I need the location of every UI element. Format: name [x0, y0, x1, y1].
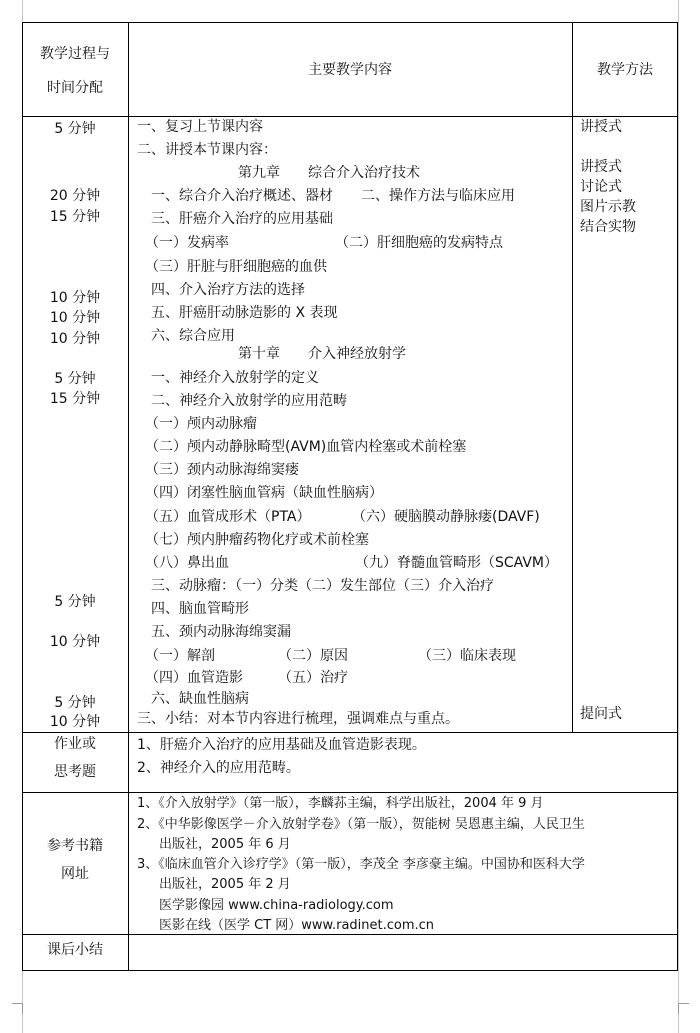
content-line: （一）发病率 [145, 235, 229, 251]
chapter-heading: 第十章 介入神经放射学 [238, 346, 406, 362]
content-line: （三）颈内动脉海绵窦瘘 [145, 462, 299, 478]
homework-label-line2: 思考题 [54, 764, 96, 780]
time-cell: 5 分钟 [54, 371, 96, 387]
content-line: （三）临床表现 [418, 648, 516, 664]
content-line: 三、小结：对本节内容进行梳理，强调难点与重点。 [137, 711, 459, 727]
reference-line: 出版社，2005 年 2 月 [159, 877, 291, 892]
reference-line: 出版社，2005 年 6 月 [159, 837, 291, 852]
homework-label-line1: 作业或 [54, 736, 96, 752]
reference-url[interactable]: 医学影像园 www.china-radiology.com [159, 898, 394, 913]
method-cell: 讲授式 [580, 159, 622, 175]
method-cell: 结合实物 [580, 219, 636, 235]
time-cell: 10 分钟 [49, 310, 101, 326]
summary-label: 课后小结 [47, 942, 103, 958]
content-line: （四）闭塞性脑血管病（缺血性脑病） [145, 485, 383, 501]
homework-item: 1、肝癌介入治疗的应用基础及血管造影表现。 [137, 737, 426, 753]
time-cell: 10 分钟 [49, 331, 101, 347]
time-cell: 20 分钟 [49, 188, 101, 204]
content-line: 六、缺血性脑病 [151, 691, 249, 707]
reference-url[interactable]: 医影在线（医学 CT 网）www.radinet.com.cn [159, 918, 435, 933]
content-line: 四、介入治疗方法的选择 [151, 282, 305, 298]
references-label-line2: 网址 [61, 866, 89, 882]
references-label-line1: 参考书籍 [47, 838, 103, 854]
content-line: 一、神经介入放射学的定义 [151, 370, 319, 386]
header-col1-line2: 时间分配 [47, 80, 103, 96]
method-cell: 讨论式 [580, 179, 622, 195]
content-line: （一）解剖 [145, 648, 215, 664]
content-line: 五、颈内动脉海绵窦漏 [151, 624, 291, 640]
reference-line: 1、《介入放射学》（第一版），李麟荪主编，科学出版社，2004 年 9 月 [137, 796, 544, 811]
content-line: 一、复习上节课内容 [137, 119, 263, 135]
time-cell: 5 分钟 [54, 121, 96, 137]
page-edge-right [678, 0, 679, 1033]
content-line: （四）血管造影 [145, 670, 243, 686]
content-line: 六、综合应用 [151, 328, 235, 344]
time-cell: 15 分钟 [49, 209, 101, 225]
reference-line: 3、《临床血管介入诊疗学》（第一版），李茂全 李彦豪主编。中国协和医科大学 [137, 857, 585, 872]
summary-value[interactable] [137, 940, 667, 960]
content-line: 三、动脉瘤：（一）分类（二）发生部位（三）介入治疗 [151, 578, 494, 594]
content-line: 一、综合介入治疗概述、器材 二、操作方法与临床应用 [151, 188, 515, 204]
content-line: （一）颅内动脉瘤 [145, 416, 257, 432]
content-line: 三、肝癌介入治疗的应用基础 [151, 211, 333, 227]
chapter-heading: 第九章 综合介入治疗技术 [238, 165, 420, 181]
content-line: （五）血管成形术（PTA） [145, 509, 311, 525]
content-line: 四、脑血管畸形 [151, 601, 249, 617]
content-line: （五）治疗 [278, 670, 348, 686]
content-line: （七）颅内肿瘤药物化疗或术前栓塞 [145, 532, 369, 548]
content-line: （二）原因 [278, 648, 348, 664]
content-line: （八）鼻出血 [145, 555, 229, 571]
crop-mark-bottom-right [678, 1003, 689, 1014]
content-line: （三）肝脏与肝细胞癌的血供 [145, 259, 327, 275]
content-line: （二）颅内动静脉畸型(AVM)血管内栓塞或术前栓塞 [145, 439, 467, 455]
content-line: 二、讲授本节课内容： [137, 142, 277, 158]
crop-mark-bottom-left [12, 1003, 23, 1014]
method-cell: 图片示教 [580, 199, 636, 215]
header-col3: 教学方法 [597, 62, 653, 78]
content-line: （九）脊髓血管畸形（SCAVM） [355, 555, 558, 571]
header-col2: 主要教学内容 [308, 62, 392, 78]
header-col1-line1: 教学过程与 [40, 46, 110, 62]
content-line: （二）肝细胞癌的发病特点 [335, 235, 503, 251]
time-cell: 5 分钟 [54, 695, 96, 711]
homework-item: 2、神经介入的应用范畴。 [137, 760, 300, 776]
content-line: （六）硬脑膜动静脉瘘(DAVF) [352, 509, 540, 525]
content-line: 二、神经介入放射学的应用范畴 [151, 393, 347, 409]
reference-line: 2、《中华影像医学－介入放射学卷》（第一版），贺能树 吴恩惠主编，人民卫生 [137, 817, 585, 832]
method-cell: 提问式 [580, 706, 622, 722]
time-cell: 5 分钟 [54, 594, 96, 610]
time-cell: 15 分钟 [49, 391, 101, 407]
time-cell: 10 分钟 [49, 290, 101, 306]
time-cell: 10 分钟 [49, 714, 101, 730]
time-cell: 10 分钟 [49, 634, 101, 650]
content-line: 五、肝癌肝动脉造影的 X 表现 [151, 305, 338, 321]
method-cell: 讲授式 [580, 119, 622, 135]
